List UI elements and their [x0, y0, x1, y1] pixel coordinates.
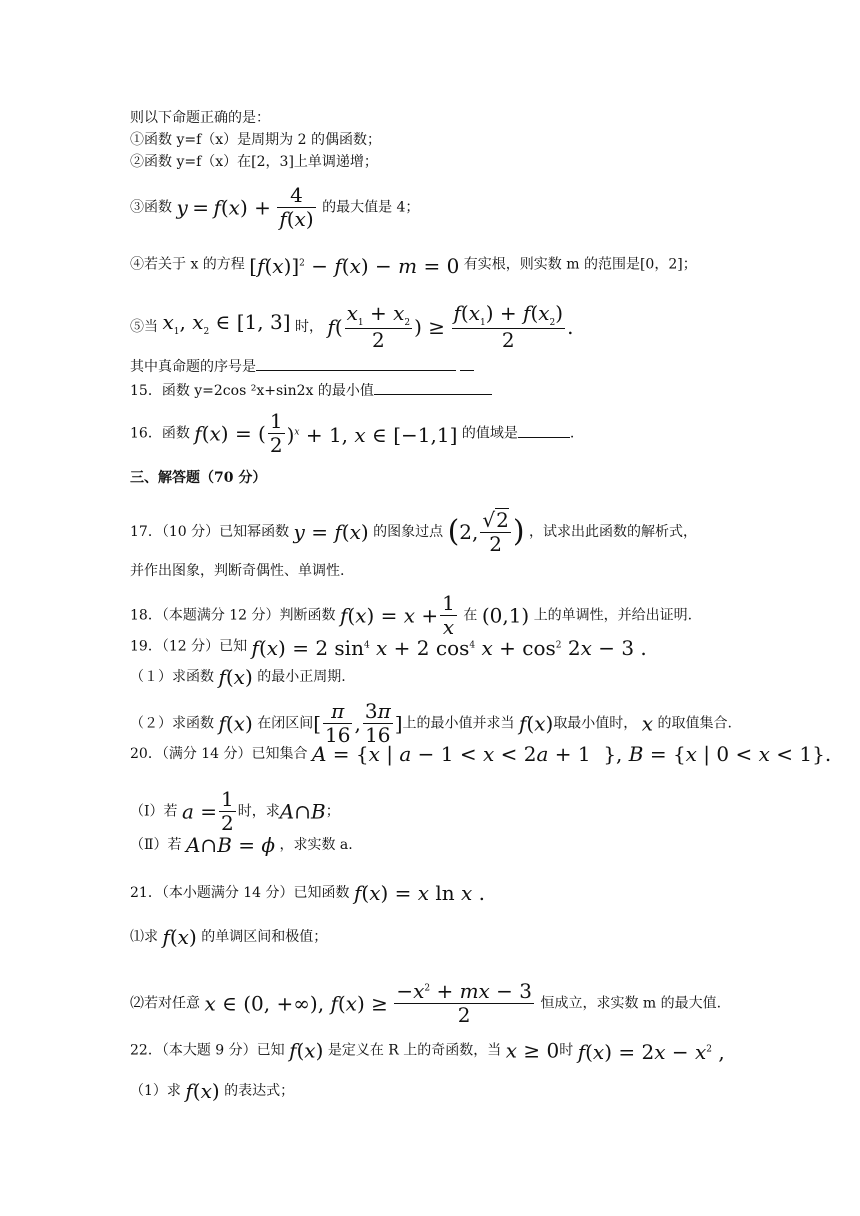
- question-21: 21．（本小题满分 14 分）已知函数 f(x) = x ln x .: [130, 881, 486, 905]
- question-17-line-2: 并作出图象，判断奇偶性、单调性.: [130, 563, 345, 579]
- question-22-1: （1）求 f(x) 的表达式；: [130, 1079, 295, 1103]
- question-22: 22．（本大题 9 分）已知 f(x) 是定义在 R 上的奇函数，当 x ≥ 0时 $f(x) = 2x - x^2$ ,: [130, 1038, 725, 1064]
- p3-pre: ③函数: [130, 199, 172, 216]
- q21-pre: 21．（本小题满分 14 分）已知函数: [130, 885, 350, 901]
- question-20-1: （Ⅰ）若 a = $\frac{1}{2}$ 时，求A∩B；: [130, 787, 340, 835]
- question-21-2: ⑵若对任意 x ∈ (0, +∞), f(x) ≥ $\frac{-x^2 + mx - 3}{2}$ 恒成立，求实数 m 的最大值.: [130, 979, 722, 1027]
- question-16: 16．函数 f(x) = ( $\frac{1}{2}$ )$^x$ + 1, x ∈ [−1,1] 的值域是 .: [130, 409, 575, 457]
- answer-blank[interactable]: [256, 358, 456, 371]
- q20-2-post: ，求实数 a.: [279, 837, 353, 853]
- question-20-2: （Ⅱ）若 A∩B = ϕ ，求实数 a.: [130, 833, 353, 857]
- q22-pre: 22．（本大题 9 分）已知: [130, 1042, 285, 1059]
- q22-mid2: 时: [559, 1042, 574, 1059]
- q20-pre: 20．（满分 14 分）已知集合: [130, 746, 308, 762]
- q19-2-pre: （２）求函数: [130, 715, 214, 732]
- question-17: 17．（10 分）已知幂函数 y = f(x) 的图象过点 (2, $\frac{√2}{2}$ ) ，试求出此函数的解析式，: [130, 508, 698, 556]
- q20-1-post: 时: [237, 803, 252, 820]
- q17-post: ，试求出此函数的解析式，: [529, 524, 698, 540]
- q21-2-post: 恒成立，求实数 m 的最大值.: [540, 995, 722, 1012]
- q21-1-pre: ⑴求: [130, 929, 158, 945]
- q18-post: 上的单调性，并给出证明.: [533, 607, 693, 624]
- p4-pre: ④若关于 x 的方程: [130, 256, 245, 273]
- q20-1-ask: ，求: [251, 803, 280, 820]
- question-18: 18．（本题满分 12 分）判断函数 f(x) = x + $\frac{1}{x}$ 在 (0,1) 上的单调性，并给出证明.: [130, 591, 693, 639]
- q22-mid: 是定义在 R 上的奇函数，当: [327, 1042, 502, 1059]
- question-19-1: （１）求函数 f(x) 的最小正周期.: [130, 665, 346, 689]
- q15-text: 15．函数 y=2cos ²x+sin2x 的最小值: [130, 383, 374, 399]
- q18-pre: 18．（本题满分 12 分）判断函数: [130, 607, 336, 624]
- q20-1-end: ；: [325, 803, 340, 820]
- section-3-heading: 三、解答题（70 分）: [130, 470, 267, 486]
- true-sequence-label: 其中真命题的序号是: [130, 359, 256, 375]
- question-19: 19．（12 分）已知 f(x) = 2 $\sin^4 x + 2$ $\cos^4 x + \cos^2 2x - 3$ .: [130, 635, 647, 660]
- p5-mid: 时，: [294, 319, 323, 336]
- q17-mid: 的图象过点: [373, 524, 444, 540]
- p4-post: 有实根，则实数 m 的范围是[0，2]；: [463, 256, 697, 273]
- q22-1-pre: （1）求: [130, 1083, 181, 1099]
- q20-1-pre: （Ⅰ）若: [130, 803, 178, 820]
- answer-blank-tail: [460, 358, 474, 371]
- q19-2-mid2: 上的最小值并求当: [402, 715, 515, 732]
- question-15: [130, 382, 492, 400]
- true-sequence-line: [130, 358, 474, 376]
- q22-1-post: 的表达式；: [224, 1083, 295, 1099]
- q15-blank[interactable]: [374, 382, 492, 395]
- q18-mid: 在: [463, 607, 478, 624]
- q20-2-pre: （Ⅱ）若: [130, 837, 182, 853]
- q21-2-pre: ⑵若对任意: [130, 995, 200, 1012]
- question-20: 20．（满分 14 分）已知集合 A = {x | a − 1 < x < 2a + 1 }, B = {x | 0 < x < 1}.: [130, 742, 832, 766]
- p5-pre: ⑤当: [130, 319, 158, 336]
- question-19-2: （２）求函数 f(x) 在闭区间[ $\frac{\pi}{16}$ , $\frac{3\pi}{16}$ ]上的最小值并求当 f(x)取最小值时， x 的取值集合.: [130, 699, 732, 747]
- q19-1-post: 的最小正周期.: [257, 669, 346, 685]
- q16-pre: 16．函数: [130, 425, 190, 442]
- p3-post: 的最大值是 4；: [322, 199, 420, 216]
- q17-pre: 17．（10 分）已知幂函数: [130, 524, 290, 540]
- proposition-2: ②函数 y=f（x）在[2，3]上单调递增；: [130, 154, 378, 170]
- proposition-1: ①函数 y=f（x）是周期为 2 的偶函数；: [130, 132, 381, 148]
- q19-2-post: 的取值集合.: [657, 715, 732, 732]
- q16-blank[interactable]: [518, 425, 570, 438]
- intro-line: 则以下命题正确的是：: [130, 110, 270, 126]
- question-21-1: ⑴求 f(x) 的单调区间和极值；: [130, 925, 328, 949]
- proposition-3: ③函数 y = f(x) + $\frac{4}{f(x)}$ 的最大值是 4；: [130, 183, 420, 231]
- q19-pre: 19．（12 分）已知: [130, 638, 248, 655]
- proposition-5: ⑤当 $x_1$, $x_2$ ∈ [1, 3] 时， f( $\frac{x_1 + x_2}{2}$ ) ≥ $\frac{f(x_1) + f(x_2)}{2}$ .: [130, 301, 574, 353]
- q21-1-post: 的单调区间和极值；: [201, 929, 328, 945]
- q19-2-mid1: 在闭区间: [257, 715, 314, 732]
- q16-post: 的值域是: [461, 425, 518, 442]
- q19-2-mid3: 取最小值时，: [553, 715, 638, 732]
- q19-1-pre: （１）求函数: [130, 669, 214, 685]
- proposition-4: ④若关于 x 的方程 $[f(x)]^2 - f(x) - m = 0$ 有实根，则实数 m 的范围是[0，2]；: [130, 253, 697, 278]
